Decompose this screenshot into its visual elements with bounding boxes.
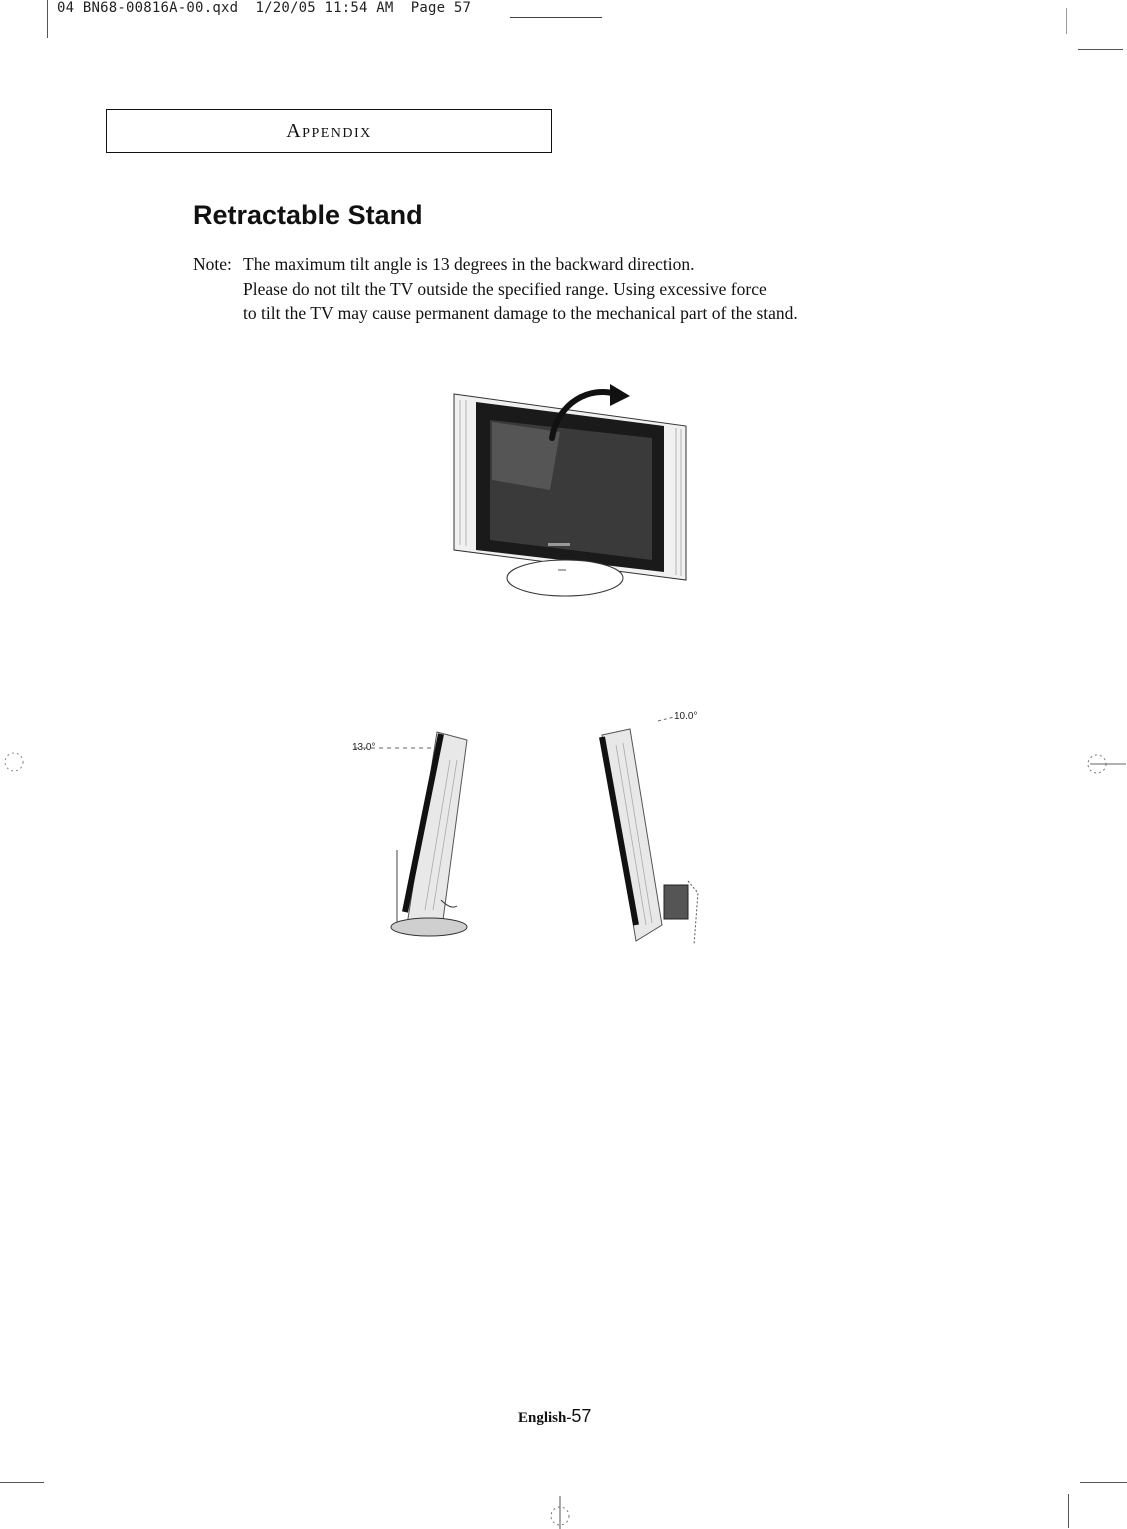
registration-mark-left <box>0 745 40 785</box>
registration-mark-right <box>1082 750 1127 780</box>
crop-mark-top-right <box>1078 49 1123 50</box>
angle-label-right: 10.0° <box>674 711 698 722</box>
slug-rule <box>47 0 48 38</box>
crop-mark-bottom-left <box>0 1482 44 1483</box>
tv-side-tilt-illustration-right <box>590 705 720 955</box>
registration-mark-bottom <box>540 1492 580 1529</box>
page-number-value: 57 <box>571 1406 592 1426</box>
tv-side-tilt-illustration-left <box>345 720 485 945</box>
page-number-language: English- <box>518 1410 572 1426</box>
slug-underline <box>510 17 602 18</box>
crop-mark-bottom-right-v <box>1068 1494 1069 1528</box>
note-line-2: Please do not tilt the TV outside the specified range. Using excessive force <box>243 279 767 299</box>
note-line-3: to tilt the TV may cause permanent damage to the mechanical part of the stand. <box>243 303 798 323</box>
page-title: Retractable Stand <box>193 200 423 230</box>
angle-label-left: 13.0° <box>352 742 376 753</box>
print-slug: 04 BN68-00816A-00.qxd 1/20/05 11:54 AM Page 57 <box>57 0 472 16</box>
crop-mark-top-right-dots <box>1066 8 1067 34</box>
page-number <box>518 1406 591 1427</box>
note-line-1: The maximum tilt angle is 13 degrees in the backward direction. <box>243 254 695 274</box>
crop-mark-bottom-right <box>1080 1482 1127 1483</box>
tv-front-illustration <box>440 380 700 610</box>
section-label: Appendix <box>286 120 372 142</box>
note-prefix: Note: <box>193 254 232 274</box>
